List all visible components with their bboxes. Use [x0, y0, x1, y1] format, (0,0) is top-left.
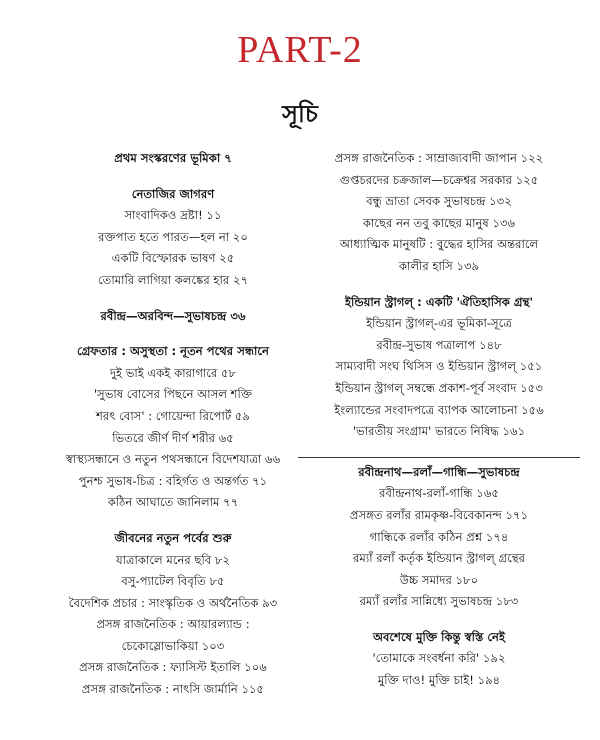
- toc-entry: ইন্ডিয়ান স্ট্রাগল্‌-এর ভূমিকা-সূত্রে: [366, 316, 512, 331]
- toc-entry: গান্ধিকে রলাঁর কঠিন প্রশ্ন ১৭৪: [369, 529, 509, 544]
- part-heading: PART-2: [237, 29, 363, 71]
- toc-section-heading: অবশেষে মুক্তি কিন্তু স্বস্তি নেই: [372, 629, 505, 644]
- toc-entry: রম্যাঁ রলাঁ কর্তৃক ইন্ডিয়ান স্ট্রাগল্‌ গ্রন্থের: [353, 551, 525, 566]
- section-gap: [42, 514, 304, 528]
- section-gap: [42, 292, 304, 306]
- section-gap: [298, 613, 580, 627]
- toc-entry: একটি বিস্ফোরক ভাষণ ২৫: [111, 251, 235, 266]
- page-title: সূচি: [282, 100, 318, 128]
- toc-entry: 'ভারতীয় সংগ্রাম' ভারতে নিষিদ্ধ ১৬১: [352, 424, 526, 439]
- toc-entry: কাছের নন তবু কাছের মানুষ ১৩৬: [362, 215, 516, 230]
- toc-entry: স্বাস্থ্যসন্ধানে ও নতুন পথসন্ধানে বিদেশযাত্রা ৬৬: [65, 452, 281, 467]
- toc-section-heading: রবীন্দ্র—অরবিন্দ—সুভাষচন্দ্র ৩৬: [100, 308, 246, 323]
- toc-entry: পুনশ্চ সুভাষ-চিত্র : বহির্গত ও অন্তর্গত ৭১: [78, 473, 268, 488]
- toc-section-heading: রবীন্দ্রনাথ—রলাঁ—গান্ধি—সুভাষচন্দ্র: [358, 464, 520, 479]
- toc-entry: রবীন্দ্র-সুভাষ পত্রালাপ ১৪৮: [376, 337, 502, 352]
- toc-entry: ইন্ডিয়ান স্ট্রাগল্‌ সম্বন্ধে প্রকাশ-পূর্ব সংবাদ ১৫৩: [335, 380, 543, 395]
- section-gap: [298, 278, 580, 292]
- toc-entry: 'সুভাষ বোসের পিছনে আসল শক্তি: [93, 387, 253, 402]
- toc-section-heading: ইন্ডিয়ান স্ট্রাগল্‌ : একটি 'ঐতিহাসিক গ্রন্থ': [345, 294, 533, 309]
- toc-right-column: [298, 148, 580, 692]
- toc-entry: উচ্চ সমাদর ১৮০: [399, 572, 479, 587]
- toc-entry: প্রসঙ্গ রাজনৈতিক : সাম্রাজ্যবাদী জাপান ১২২: [334, 151, 544, 165]
- toc-entry: চেকোস্লোভাকিয়া ১০৩: [121, 638, 225, 653]
- toc-entry: কঠিন আঘাতে জানিলাম ৭৭: [107, 495, 239, 510]
- toc-entry: সাম্যবাদী সংঘ থিসিস ও ইন্ডিয়ান স্ট্রাগল্‌ ১৫১: [335, 359, 543, 374]
- section-gap: [298, 443, 580, 457]
- toc-entry: 'তোমাকে সংবর্ধনা করি' ১৯২: [372, 651, 506, 666]
- section-divider: [298, 457, 580, 458]
- toc-entry: প্রসঙ্গ রাজনৈতিক : আয়ারল্যান্ড :: [96, 617, 250, 632]
- toc-section-heading: প্রথম সংস্করণের ভূমিকা ৭: [114, 151, 232, 165]
- toc-entry: বৈদেশিক প্রচার : সাংস্কৃতিক ও অর্থনৈতিক ৯৩: [68, 595, 278, 610]
- toc-entry: শরৎ বোস' : গোয়েন্দা রিপোর্ট ৫৯: [96, 408, 250, 423]
- toc-entry: আধ্যাত্মিক মানুষটি : বুদ্ধের হাসির অন্তরালে: [339, 237, 539, 252]
- toc-entry: রক্তপাত হতে পারত—হল না ২০: [98, 229, 248, 244]
- toc-entry: গুপ্তচরদের চক্রজাল—চক্রেশ্বর সরকার ১২৫: [339, 172, 539, 187]
- toc-entry: ইংল্যান্ডের সংবাদপত্রে ব্যাপক আলোচনা ১৫৬: [334, 402, 544, 417]
- toc-entry: যাত্রাকালে মনের ছবি ৮২: [116, 552, 230, 567]
- toc-entry: ভিতরে জীর্ণ দীর্ণ শরীর ৬৫: [112, 430, 234, 445]
- toc-entry: দুই ভাই একই কারাগারে ৫৮: [109, 365, 237, 380]
- toc-entry: বন্ধু ভ্রাতা সেবক সুভাষচন্দ্র ১৩২: [366, 194, 512, 209]
- toc-left-column: [42, 148, 304, 701]
- section-gap: [42, 327, 304, 341]
- toc-entry: মুক্তি দাও! মুক্তি চাই! ১৯৪: [377, 673, 501, 688]
- section-gap: [42, 170, 304, 184]
- toc-entry: কালীর হাসি ১৩৯: [398, 258, 480, 273]
- toc-entry: প্রসঙ্গ রাজনৈতিক : নাৎসি জার্মানি ১১৫: [81, 682, 265, 697]
- toc-entry: প্রসঙ্গত রলাঁর রামকৃষ্ণ-বিবেকানন্দ ১৭১: [349, 507, 529, 522]
- toc-section-heading: গ্রেফতার : অসুস্থতা : নূতন পথের সন্ধানে: [77, 344, 269, 359]
- toc-section-heading: নেতাজির জাগরণ: [131, 186, 215, 201]
- toc-section-heading: জীবনের নতুন পর্বের শুরু: [114, 530, 232, 545]
- toc-entry: বসু-প্যাটেল বিবৃতি ৮৫: [121, 574, 225, 589]
- toc-entry: সাংবাদিকও দ্রষ্টা! ১১: [124, 208, 222, 223]
- toc-entry: রম্যাঁ রলাঁর সান্নিধ্যে সুভাষচন্দ্র ১৮৩: [359, 594, 519, 609]
- toc-entry: রবীন্দ্রনাথ-রলাঁ-গান্ধি ১৬৫: [379, 486, 499, 501]
- toc-entry: প্রসঙ্গ রাজনৈতিক : ফ্যাসিস্ট ইতালি ১০৬: [79, 660, 267, 675]
- toc-entry: তোমারি লাগিয়া কলঙ্কের হার ২৭: [97, 272, 249, 287]
